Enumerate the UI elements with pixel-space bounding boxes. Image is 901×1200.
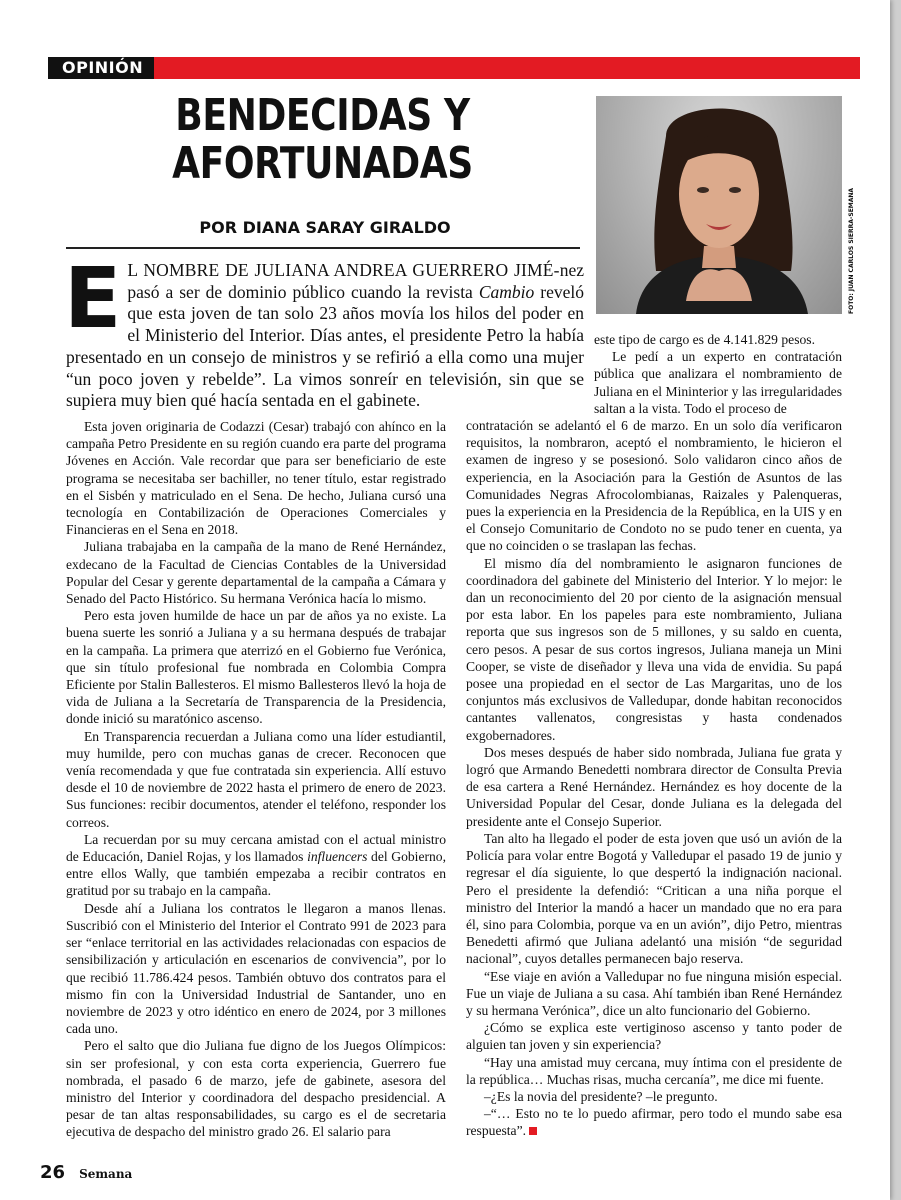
lead-uppercase: L NOMBRE DE JULIANA ANDREA GUERRERO JIMÉ- xyxy=(127,260,560,280)
paragraph: Le pedí a un experto en contratación pública que analizara el nombramiento de Juliana en el Mininterior y las irregularidades saltan a la vista. Todo el proceso de xyxy=(594,349,842,416)
lead-text-2: reveló que esta joven de tan solo 23 años movía los hilos del poder en el Ministerio del Interior. Días antes, el presidente Petro la había presentado en un consejo de ministros y se refirió a ella como una mujer “un poco joven y rebelde”. La vimos sonreír en televisión, sin que se supiera muy bien qué hacía sentada en el gabinete. xyxy=(66,281,584,411)
paragraph: “Hay una amistad muy cercana, muy íntima con el presidente de la república… Muchas risas, mucha cercanía”, me dice mi fuente. xyxy=(466,1054,842,1087)
byline: POR DIANA SARAY GIRALDO xyxy=(199,218,451,237)
paragraph: Tan alto ha llegado el poder de esta joven que usó un avión de la Policía para volar entre Bogotá y Valledupar el pasado 19 de junio y regresar el día siguiente, lo que despertó la indignación nacional. Pero el presidente la defendió: “Critican a una niña porque el ministro del Interior la mandó a hacer un mandado que no era para él, sino para Colombia, porque va en un avión”, dijo Petro, mientras Benedetti afirmó que Juliana adelantó una misión “de seguridad nacional”, cuyos detalles permanecen bajo reserva. xyxy=(466,830,842,967)
drop-cap: E xyxy=(64,249,122,347)
end-mark-icon xyxy=(529,1127,537,1135)
paragraph: Desde ahí a Juliana los contratos le llegaron a manos llenas. Suscribió con el Ministerio del Interior el Contrato 991 de 2023 para ser “enlace territorial en las actividades relacionadas con espacios de sensibilización y articulación en escenarios de convivencia”, por lo que recibió 11.786.424 pesos. También obtuvo dos contratos para el mismo fin con la Universidad Industrial de Santander, uno en noviembre de 2023 y otro idéntico en enero de 2024, por 3 millones cada uno. xyxy=(66,900,446,1037)
paragraph-continued: este tipo de cargo es de 4.141.829 pesos. xyxy=(594,332,815,347)
portrait-illustration xyxy=(596,96,842,314)
paragraph: “Ese viaje en avión a Valledupar no fue ninguna misión especial. Fue un viaje de Juliana a su casa. Ahí también iban René Hernández y su hermana Verónica”, dice un alto funcionario del Gobierno. xyxy=(466,968,842,1018)
headline-line-1: BENDECIDAS Y xyxy=(175,90,470,141)
page-footer xyxy=(40,1162,132,1186)
lead-italic: Cambio xyxy=(478,281,535,302)
paragraph-italic: influencers xyxy=(307,849,368,865)
headline-line-2: AFORTUNADAS xyxy=(172,138,473,189)
headline-rule xyxy=(66,247,580,249)
paragraph: ¿Cómo se explica este vertiginoso ascenso y tanto poder de alguien tan joven y sin experiencia? xyxy=(466,1020,842,1053)
paragraph: Dos meses después de haber sido nombrada, Juliana fue grata y logró que Armando Benedetti nombrara director de Consulta Previa de esa cartera a René Hernández. Hernández es hoy docente de la Universidad Popular del Cesar, donde Juliana es la delegada del presidente ante el Consejo Superior. xyxy=(466,744,842,829)
page-number: 26 xyxy=(40,1162,66,1183)
paragraph: Pero el salto que dio Juliana fue digno de los Juegos Olímpicos: sin ser profesional, y con esta corta experiencia, Guerrero fue nombrada, el pasado 6 de marzo, jefe de gabinete, asesora del ministro del Interior y coordinadora del despacho presidencial. A pesar de tan altas responsabilidades, su cargo es el de secretaria ejecutiva de despacho del ministro grado 26. El salario para xyxy=(66,1038,446,1140)
paragraph-last xyxy=(466,1105,842,1139)
paragraph: El mismo día del nombramiento le asignaron funciones de coordinadora del gabinete del Ministerio del Interior. Y lo mejor: le dan un reconocimiento del 20 por ciento de la asignación mensual por esta labor. En los papeles para este nombramiento, Juliana reporta que sus ingresos son de 5 millones, y su saldo en cuenta, cero pesos. A pesar de sus cortos ingresos, Juliana maneja un Mini Cooper, se viste de diseñador y lleva una vida de envidia. Su papá posee una propiedad en el sector de Las Margaritas, uno de los conjuntos más exclusivos de Valledupar, donde habitan reconocidos cantantes vallenatos, congresistas y hasta condenados exgobernadores. xyxy=(466,555,842,743)
paragraph: contratación se adelantó el 6 de marzo. En un solo día verificaron requisitos, la nombraron, aceptó el nombramiento, le hicieron el examen de ingreso y se posesionó. Solo validaron cinco años de experiencia, en la Asociación para la Gestión de Asuntos de las Comunidades Negras Afrocolombianas, Raizales y Palenqueras, pues la experiencia en la Presidencia de la República, en la UIS y en el Consejo Comunitario de Condoto no se pudo tener en cuenta, ya que no coinciden o se traslapan las fechas. xyxy=(466,418,842,554)
paragraph: En Transparencia recuerdan a Juliana como una líder estudiantil, muy humilde, pero con muchas ganas de crecer. Reconocen que venía recomendada y que fue contratada sin experiencia. Allí estuvo desde el 10 de noviembre de 2022 hasta el primero de enero de 2023. Sus funciones: recibir documentos, atender el teléfono, responder los correos. xyxy=(66,728,446,830)
paragraph-text: del Gobierno, entre ellos Wally, que también empezaba a recibir contratos en gratitud por su trabajo en la campaña. xyxy=(66,849,446,899)
section-label: OPINIÓN xyxy=(48,57,154,79)
headline xyxy=(140,92,505,188)
paragraph: –¿Es la novia del presidente? –le pregunto. xyxy=(484,1088,718,1104)
paragraph-text: La recuerdan por su muy cercana amistad con el actual ministro de Educación, Daniel Rojas, y los llamados xyxy=(66,831,446,865)
lead-text-1: nez pasó a ser de dominio público cuando la revista xyxy=(127,260,584,302)
author-portrait-photo xyxy=(596,96,842,314)
right-column xyxy=(466,331,842,1140)
magazine-name: Semana xyxy=(79,1167,133,1181)
paragraph: Esta joven originaria de Codazzi (Cesar) trabajó con ahínco en la campaña Petro Presidente en su región cuando era parte del programa Jóvenes en Acción. Vale recordar que para ser beneficiario de este programa se necesitaba ser bachiller, no tener título, estar registrado en el Sisbén y matriculado en el Sena. De hecho, Juliana cursó una tecnología en Contabilización de Operaciones Comerciales y Financieras en el Sena en 2018. xyxy=(66,419,446,538)
paragraph-text: –“… Esto no te lo puedo afirmar, pero todo el mundo sabe esa respuesta”. xyxy=(466,1106,842,1139)
left-column xyxy=(66,418,446,1141)
paragraph: Pero esta joven humilde de hace un par de años ya no existe. La buena suerte les sonrió a Juliana y a su hermana después de trabajar en la campaña. La primera que aterrizó en el Gobierno fue Verónica, que sin título profesional fue nombrada en Colombia Compra Eficiente por Stalin Ballesteros. El mismo Ballesteros llevó la hoja de vida de Juliana a la Secretaría de Transparencia de la Presidencia, donde inició su maratónico ascenso. xyxy=(66,608,446,727)
paragraph: Juliana trabajaba en la campaña de la mano de René Hernández, exdecano de la Facultad de Ciencias Contables de la Universidad Popular del Cesar y gerente departamental de la campaña a Cámara y Senado del Pacto Histórico. Su hermana Verónica hacía lo mismo. xyxy=(66,539,446,607)
section-bar xyxy=(48,57,860,79)
paragraph xyxy=(66,831,446,900)
photo-credit: FOTO: JUAN CARLOS SIERRA-SEMANA xyxy=(848,187,855,314)
